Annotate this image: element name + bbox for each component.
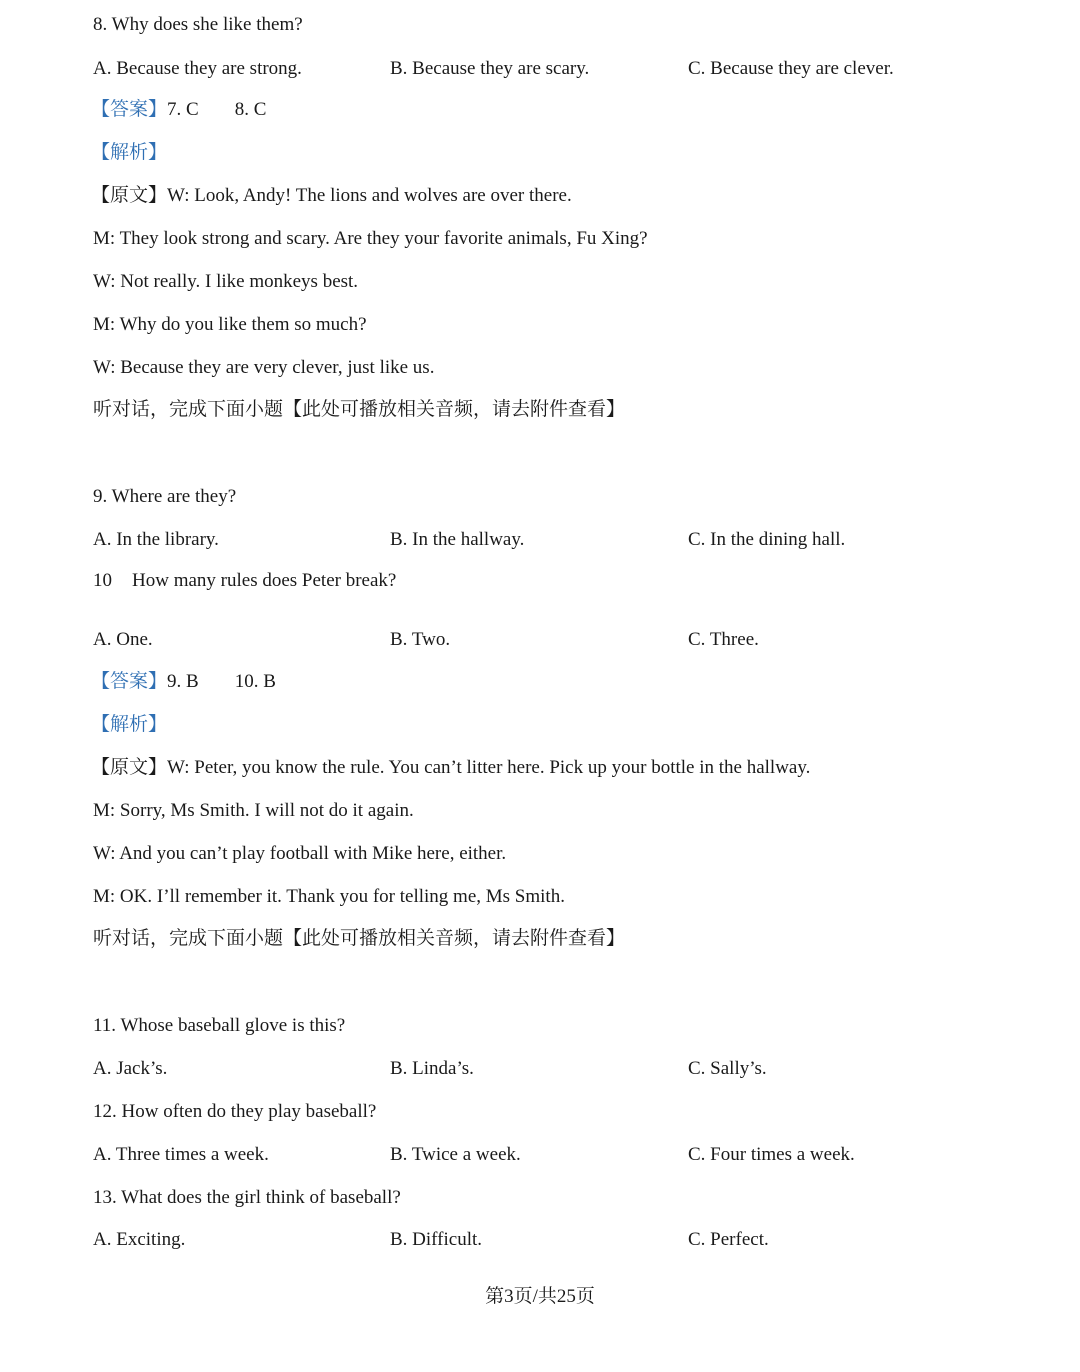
- transcript-text: W: Look, Andy! The lions and wolves are over there.: [167, 185, 572, 206]
- answer-9: 9. B: [167, 671, 199, 692]
- q13-option-c: C. Perfect.: [688, 1229, 769, 1250]
- answer-7: 7. C: [167, 99, 199, 120]
- instruction-1: 听对话，完成下面小题【此处可播放相关音频，请去附件查看】: [93, 399, 626, 420]
- q9-option-b: B. In the hallway.: [390, 529, 525, 550]
- instruction-2: 听对话，完成下面小题【此处可播放相关音频，请去附件查看】: [93, 928, 626, 949]
- analysis-label-1: 【解析】: [91, 142, 168, 163]
- transcript-2-line-3: W: And you can’t play football with Mike here, either.: [93, 843, 507, 864]
- q11-option-b: B. Linda’s.: [390, 1058, 474, 1079]
- q9-option-a: A. In the library.: [93, 529, 219, 550]
- q11-option-a: A. Jack’s.: [93, 1058, 168, 1079]
- q8-option-a: A. Because they are strong.: [93, 58, 302, 79]
- answer-block-2: [91, 670, 276, 694]
- answer-label: 【答案】: [91, 99, 168, 120]
- analysis-label-2: 【解析】: [91, 714, 168, 735]
- question-9: 9. Where are they?: [93, 486, 237, 507]
- question-10-number: 10: [93, 570, 112, 591]
- q13-option-a: A. Exciting.: [93, 1229, 186, 1250]
- question-11: 11. Whose baseball glove is this?: [93, 1015, 346, 1036]
- question-10-text: How many rules does Peter break?: [132, 570, 397, 591]
- q12-option-a: A. Three times a week.: [93, 1144, 269, 1165]
- transcript-label: 【原文】: [91, 185, 168, 206]
- transcript-1-line-4: M: Why do you like them so much?: [93, 314, 367, 335]
- transcript-1-line-1: [91, 184, 572, 208]
- transcript-1-line-3: W: Not really. I like monkeys best.: [93, 271, 359, 292]
- q8-option-c: C. Because they are clever.: [688, 58, 894, 79]
- transcript-2-line-1: [91, 756, 810, 780]
- answer-10: 10. B: [234, 671, 276, 692]
- q12-option-c: C. Four times a week.: [688, 1144, 855, 1165]
- answer-label: 【答案】: [91, 671, 168, 692]
- question-12: 12. How often do they play baseball?: [93, 1101, 377, 1122]
- transcript-2-line-2: M: Sorry, Ms Smith. I will not do it again.: [93, 800, 414, 821]
- transcript-label: 【原文】: [91, 757, 168, 778]
- q13-option-b: B. Difficult.: [390, 1229, 483, 1250]
- transcript-1-line-5: W: Because they are very clever, just like us.: [93, 357, 435, 378]
- q10-option-c: C. Three.: [688, 629, 759, 650]
- q8-option-b: B. Because they are scary.: [390, 58, 590, 79]
- transcript-text: W: Peter, you know the rule. You can’t litter here. Pick up your bottle in the hallway.: [167, 757, 811, 778]
- q12-option-b: B. Twice a week.: [390, 1144, 521, 1165]
- q9-option-c: C. In the dining hall.: [688, 529, 846, 550]
- q11-option-c: C. Sally’s.: [688, 1058, 767, 1079]
- question-13: 13. What does the girl think of baseball?: [93, 1187, 401, 1208]
- question-8: 8. Why does she like them?: [93, 14, 303, 35]
- transcript-2-line-4: M: OK. I’ll remember it. Thank you for telling me, Ms Smith.: [93, 886, 565, 907]
- q10-option-b: B. Two.: [390, 629, 451, 650]
- answer-8: 8. C: [234, 99, 267, 120]
- page-footer: 第3页/共25页: [485, 1286, 595, 1307]
- q10-option-a: A. One.: [93, 629, 153, 650]
- answer-block-1: [91, 98, 266, 122]
- question-10: [93, 569, 396, 593]
- transcript-1-line-2: M: They look strong and scary. Are they your favorite animals, Fu Xing?: [93, 228, 648, 249]
